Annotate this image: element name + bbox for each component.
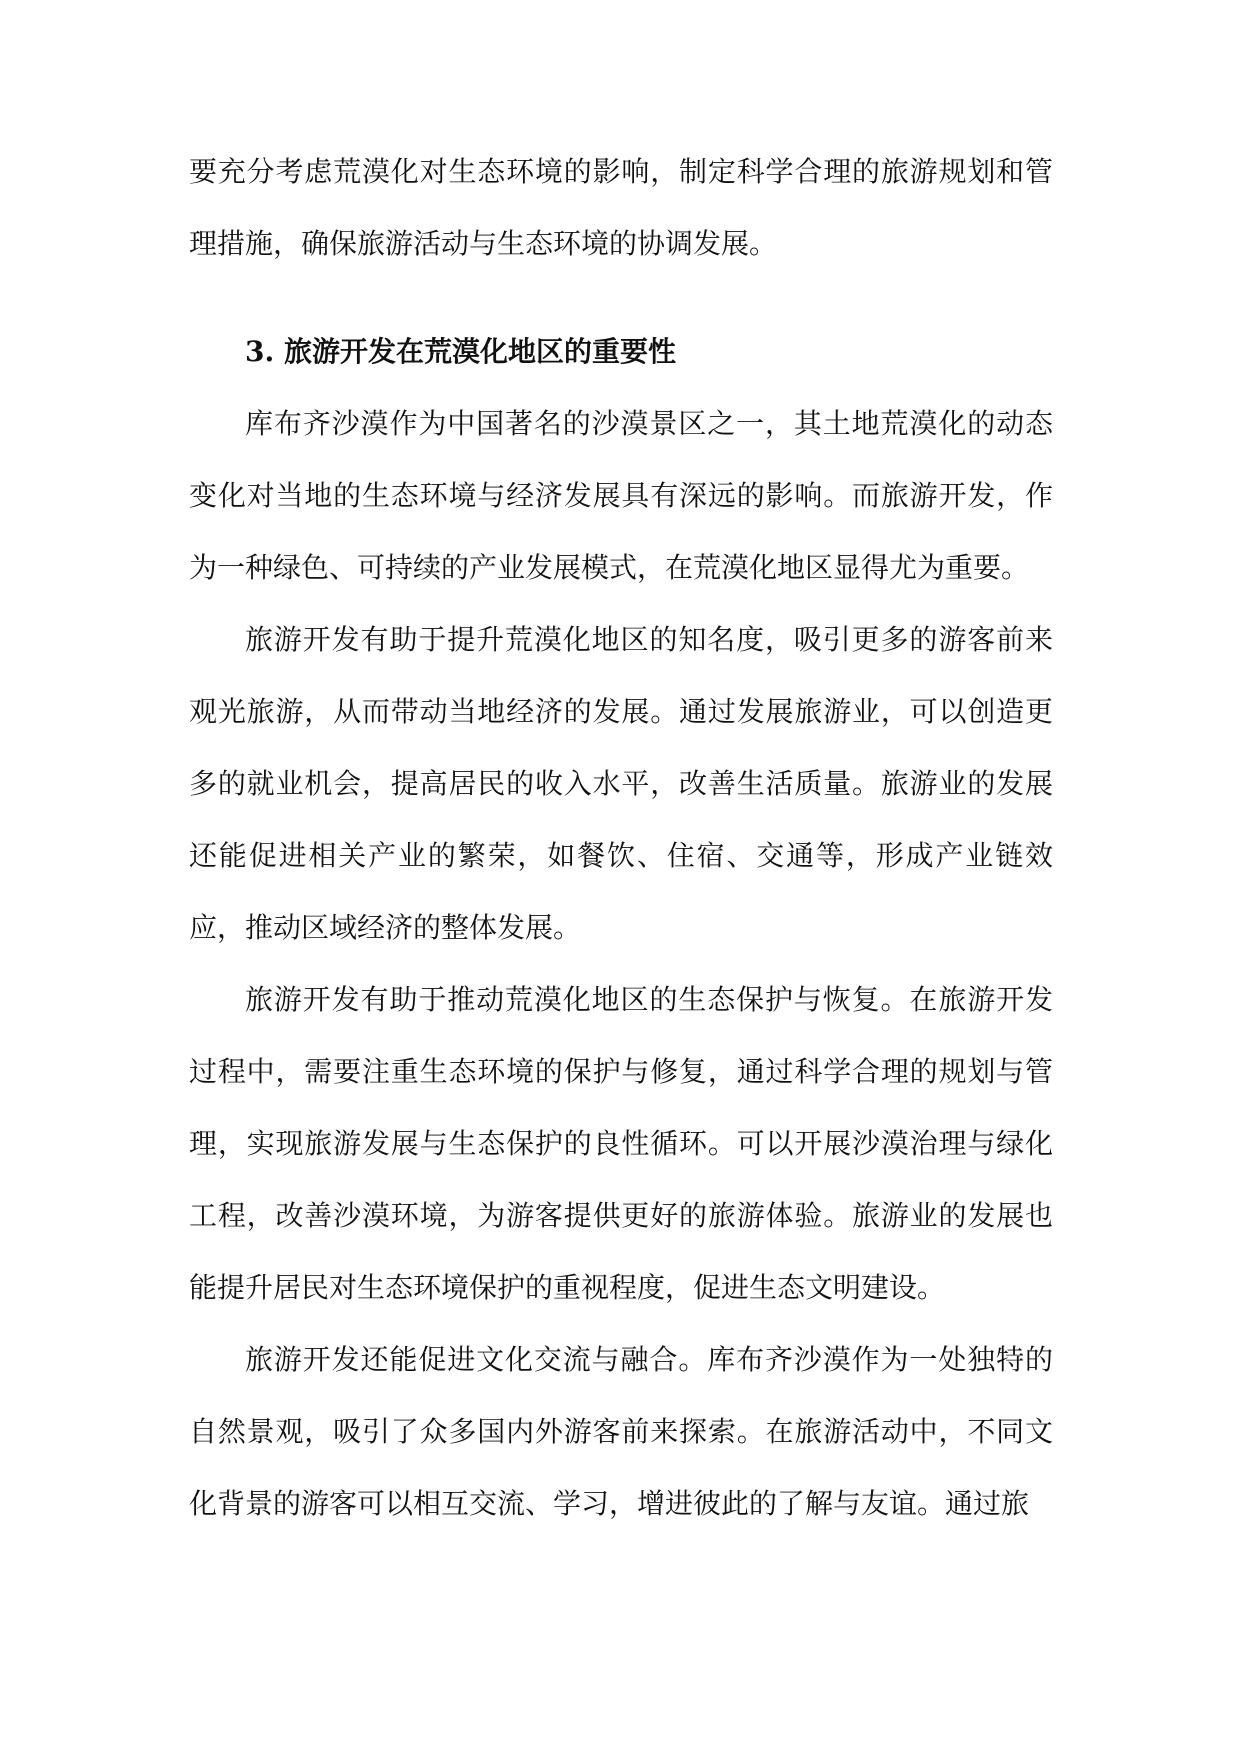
paragraph-text: 旅游开发有助于推动荒漠化地区的生态保护与恢复。在旅游开发过程中，需要注重生态环境的保护与修复，通过科学合理的规划与管理，实现旅游发展与生态保护的良性循环。可以开展沙漠治理与绿化工程，改善沙漠环境，为游客提供更好的旅游体验。旅游业的发展也能提升居民对生态环境保护的重视程度，促进生态文明建设。 — [189, 983, 1053, 1304]
paragraph-block — [189, 964, 1053, 1324]
paragraph-block — [189, 604, 1053, 964]
continued-paragraph — [189, 136, 1053, 280]
section-heading-block — [189, 316, 1053, 388]
section-heading: 3. 旅游开发在荒漠化地区的重要性 — [245, 335, 676, 368]
paragraph-text: 旅游开发有助于提升荒漠化地区的知名度，吸引更多的游客前来观光旅游，从而带动当地经济的发展。通过发展旅游业，可以创造更多的就业机会，提高居民的收入水平，改善生活质量。旅游业的发展还能促进相关产业的繁荣，如餐饮、住宿、交通等，形成产业链效应，推动区域经济的整体发展。 — [189, 623, 1053, 944]
paragraph-text: 旅游开发还能促进文化交流与融合。库布齐沙漠作为一处独特的自然景观，吸引了众多国内外游客前来探索。在旅游活动中，不同文化背景的游客可以相互交流、学习，增进彼此的了解与友谊。通过旅 — [189, 1343, 1053, 1520]
paragraph-text: 库布齐沙漠作为中国著名的沙漠景区之一，其土地荒漠化的动态变化对当地的生态环境与经济发展具有深远的影响。而旅游开发，作为一种绿色、可持续的产业发展模式，在荒漠化地区显得尤为重要。 — [189, 407, 1053, 584]
paragraph-block — [189, 388, 1053, 604]
paragraph-block — [189, 1324, 1053, 1540]
paragraph-text: 要充分考虑荒漠化对生态环境的影响，制定科学合理的旅游规划和管理措施，确保旅游活动与生态环境的协调发展。 — [189, 155, 1053, 260]
